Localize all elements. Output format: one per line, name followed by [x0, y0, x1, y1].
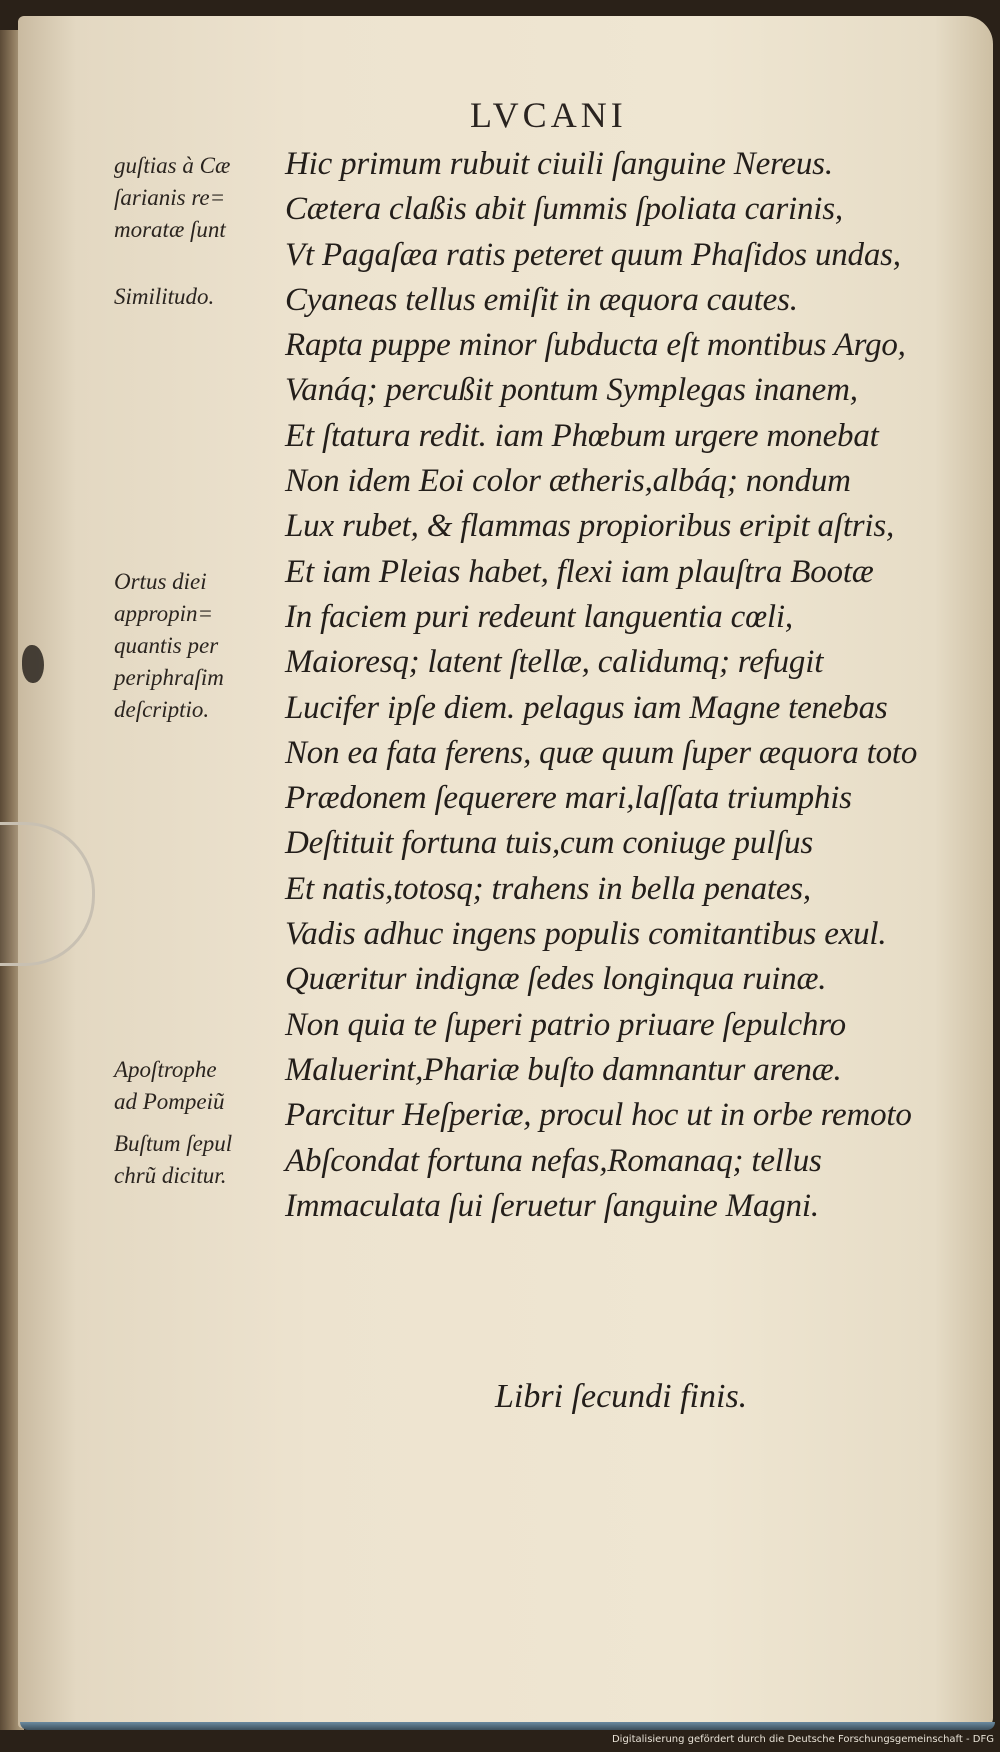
margin-note-line: moratæ ſunt: [114, 217, 226, 242]
verse-line: Maioresq; latent ſtellæ, calidumq; refugit: [285, 644, 824, 681]
verse-line: Parcitur Heſperiæ, procul hoc ut in orbe remoto: [285, 1097, 912, 1134]
verse-line: Et natis,totosq; trahens in bella penates,: [285, 870, 811, 907]
verse-line: Non quia te ſuperi patrio priuare ſepulchro: [285, 1006, 846, 1043]
verse-line: Prædonem ſequerere mari,laſſata triumphis: [285, 780, 852, 817]
verse-line: Et iam Pleias habet, flexi iam plauſtra Bootæ: [285, 553, 874, 590]
margin-note-blockade: [114, 150, 284, 246]
verse-line: Cyaneas tellus emiſit in æquora cautes.: [285, 281, 798, 318]
margin-note-line: periphraſim: [114, 665, 224, 690]
verse-line: Abſcondat fortuna nefas,Romanaq; tellus: [285, 1142, 822, 1179]
book-end-colophon: Libri ſecundi finis.: [495, 1378, 748, 1415]
verse-line: Quæritur indignæ ſedes longinqua ruinæ.: [285, 961, 827, 998]
digitization-credit: Digitalisierung gefördert durch die Deutsche Forschungsgemeinschaft - DFG: [611, 1734, 994, 1745]
verse-line: Immaculata ſui ſeruetur ſanguine Magni.: [285, 1187, 819, 1224]
verse-line: In faciem puri redeunt languentia cœli,: [285, 598, 793, 635]
verse-line: Et ſtatura redit. iam Phœbum urgere monebat: [285, 417, 879, 454]
verse-line: Non ea fata ferens, quæ quum ſuper æquora toto: [285, 734, 918, 771]
margin-note-line: guſtias à Cæ: [114, 153, 231, 178]
verse-line: Cætera claßis abit ſummis ſpoliata carinis,: [285, 191, 843, 228]
margin-note-line: quantis per: [114, 633, 219, 658]
verse-line: Lucifer ipſe diem. pelagus iam Magne tenebas: [285, 689, 888, 726]
verse-line: Vadis adhuc ingens populis comitantibus exul.: [285, 916, 887, 953]
verse-line: Hic primum rubuit ciuili ſanguine Nereus.: [285, 146, 833, 182]
running-head: LVCANI: [470, 95, 627, 135]
verse-line: Vt Pagaſæa ratis peteret quum Phaſidos undas,: [285, 236, 901, 273]
margin-note-line: Ortus diei: [114, 569, 207, 594]
page-bottom-edge: [20, 1722, 995, 1730]
verse-line: Deſtituit fortuna tuis,cum coniuge pulſus: [285, 825, 814, 862]
verse-line: Rapta puppe minor ſubducta eſt montibus Argo,: [285, 327, 906, 364]
margin-note-line: Apoſtrophe: [114, 1057, 217, 1082]
verse-block: [285, 142, 985, 1229]
verse-line: Maluerint,Phariæ buſto damnantur arenæ.: [285, 1051, 842, 1088]
margin-note-line: ſarianis re=: [114, 185, 226, 210]
margin-note-line: ad Pompeiũ: [114, 1089, 225, 1114]
margin-note-line: deſcriptio.: [114, 697, 210, 722]
margin-note-line: appropin=: [114, 601, 214, 626]
margin-note-apostrophe: [114, 1054, 284, 1192]
verse-line: Non idem Eoi color ætheris,albáq; nondum: [285, 463, 851, 500]
verse-line: Vanáq; percußit pontum Symplegas inanem,: [285, 372, 858, 409]
margin-note-line: Buſtum ſepul: [114, 1131, 233, 1156]
margin-note-dawn: [114, 566, 284, 726]
margin-note-similitudo: Similitudo.: [114, 284, 215, 309]
ink-blot: [22, 645, 44, 683]
verse-line: Lux rubet, & flammas propioribus eripit aſtris,: [285, 508, 895, 545]
margin-note-line: chrũ dicitur.: [114, 1163, 227, 1188]
